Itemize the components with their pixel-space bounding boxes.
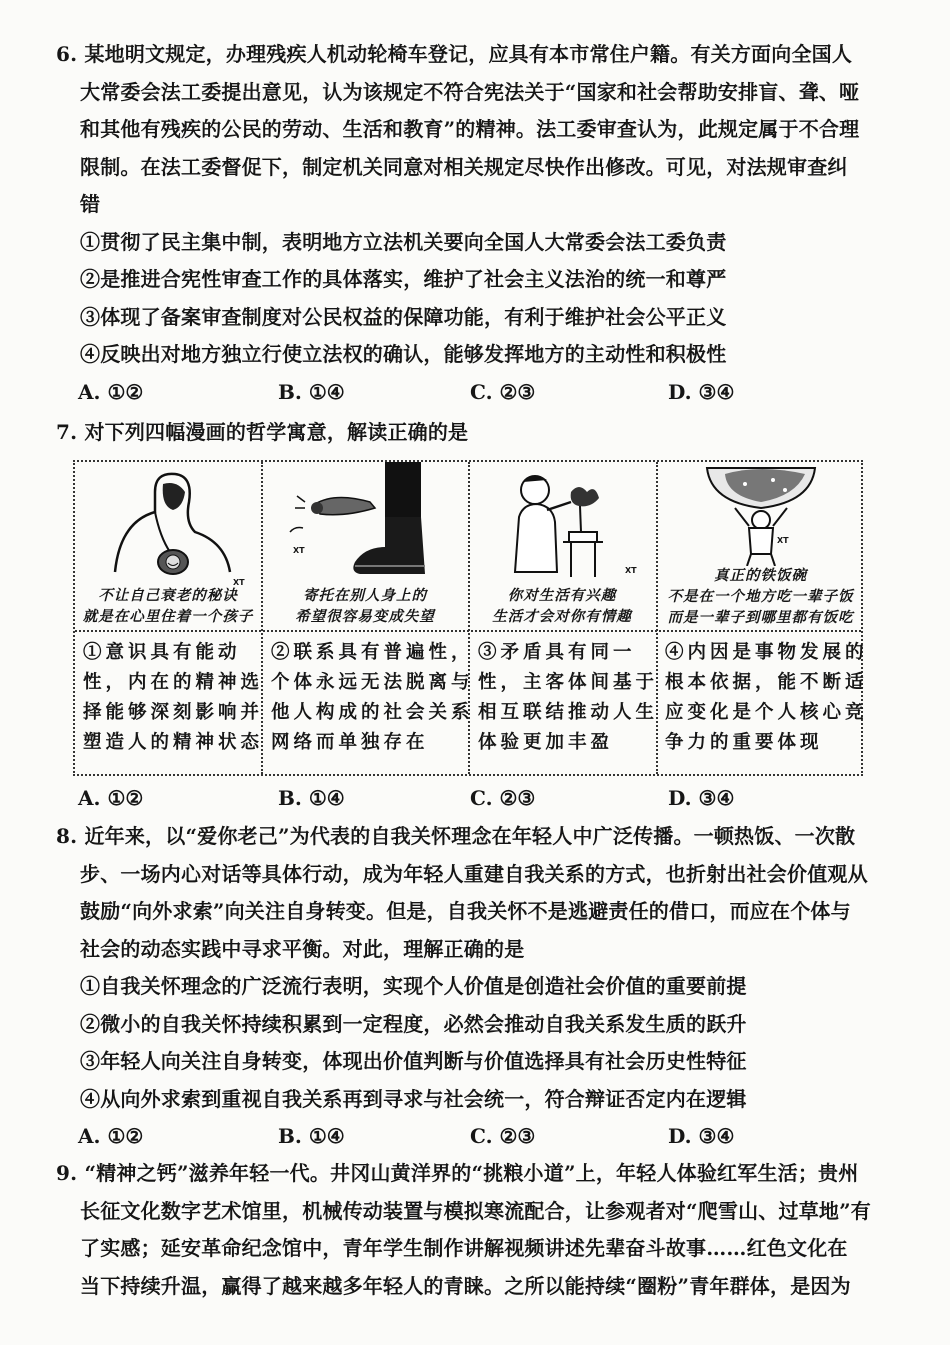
comic-4-caption: 真正的铁饭碗 不是在一个地方吃一辈子饭 而是一辈子到哪里都有饭吃 (667, 568, 854, 626)
q8-stem-line: 步、一场内心对话等具体行动，成为年轻人重建自我关系的方式，也折射出社会价值观从 (80, 861, 868, 886)
q7-option-c[interactable]: C. ②③ (470, 786, 536, 810)
q8-stem-line: 8. 近年来，以“爱你老己”为代表的自我关怀理念在年轻人中广泛传播。一顿热饭、一次散 (56, 824, 856, 848)
q8-options (56, 1118, 876, 1155)
q8-option-a[interactable]: A. ①② (78, 1124, 144, 1148)
q6-option-d[interactable]: D. ③④ (668, 379, 735, 404)
comic-3-signature: XT (625, 566, 637, 575)
q8-option-c[interactable]: C. ②③ (470, 1124, 536, 1148)
q6-stem-line: 限制。在法工委督促下，制定机关同意对相关规定尽快作出修改。可见，对法规审查纠 (80, 154, 848, 179)
comic-3-caption: 你对生活有兴趣 生活才会对你有情趣 (492, 588, 632, 625)
q9-stem-line: 了实感；延安革命纪念馆中，青年学生制作讲解视频讲述先辈奋斗故事……红色文化在 (80, 1236, 848, 1260)
comic-4-illustration (665, 462, 855, 566)
comic-3-desc: ③矛盾具有同一 性，主客体间基于 相互联结推动人生 体验更加丰盈 (478, 642, 659, 753)
q6-item-4: ④反映出对地方独立行使立法权的确认，能够发挥地方的主动性和积极性 (80, 342, 727, 366)
boot-kicking-person-icon (275, 462, 455, 592)
comic-grid (73, 460, 868, 776)
q9-stem-line: 9. “精神之钙”滋养年轻一代。井冈山黄洋界的“挑粮小道”上，年轻人体验红军生活；贵州 (56, 1161, 859, 1185)
q9-stem-line: 当下持续升温，赢得了越来越多年轻人的青睐。之所以能持续“圈粉”青年群体，是因为 (80, 1273, 851, 1298)
question-9 (56, 1155, 876, 1305)
q8-item-4: ④从向外求索到重视自我关系再到寻求与社会统一，符合辩证否定内在逻辑 (80, 1086, 747, 1111)
q7-option-b[interactable]: B. ①④ (278, 786, 345, 810)
q8-option-b[interactable]: B. ①④ (278, 1124, 345, 1148)
comic-1-desc: ①意识具有能动 性，内在的精神选 择能够深刻影响并 塑造人的精神状态 (83, 642, 264, 753)
old-man-with-child-heart-icon (85, 462, 255, 592)
q6-stem-line: 6. 某地明文规定，办理残疾人机动轮椅车登记，应具有本市常住户籍。有关方面向全国人 (56, 42, 853, 66)
q6-option-b[interactable]: B. ①④ (278, 379, 345, 404)
q8-item-3: ③年轻人向关注自身转变，体现出价值判断与价值选择具有社会历史性特征 (80, 1049, 747, 1073)
q6-option-c[interactable]: C. ②③ (470, 379, 536, 404)
q8-stem-line: 鼓励“向外求索”向关注自身转变。但是，自我关怀不是逃避责任的借口，而应在个体与 (80, 899, 851, 923)
question-8 (56, 818, 876, 1155)
q6-stem-line: 大常委会法工委提出意见，认为该规定不符合宪法关于“国家和社会帮助安排盲、聋、哑 (80, 79, 860, 104)
q8-stem-line: 社会的动态实践中寻求平衡。对此，理解正确的是 (80, 936, 525, 961)
q7-options-wrap (56, 780, 876, 817)
q6-options (56, 374, 876, 411)
q6-stem-line: 和其他有残疾的公民的劳动、生活和教育”的精神。法工委审查认为，此规定属于不合理 (80, 117, 860, 141)
comic-1-caption: 不让自己衰老的秘诀 就是在心里住着一个孩子 (82, 588, 254, 625)
question-6 (56, 36, 876, 411)
q6-stem-line: 错 (80, 192, 101, 216)
man-holding-rice-bowl-icon (665, 462, 855, 566)
q8-option-d[interactable]: D. ③④ (668, 1124, 735, 1148)
comic-2-illustration (275, 462, 455, 592)
q6-option-a[interactable]: A. ①② (78, 379, 144, 404)
comic-4-desc: ④内因是事物发展的 根本依据，能不断适 应变化是个人核心竞 争力的重要体现 (665, 642, 868, 753)
comic-2-signature: XT (293, 546, 305, 555)
comic-2-desc: ②联系具有普遍性， 个体永远无法脱离与 他人构成的社会关系 网络而单独存在 (271, 642, 474, 753)
q7-stem: 7. 对下列四幅漫画的哲学寓意，解读正确的是 (56, 420, 469, 444)
comic-4-signature: XT (777, 536, 789, 545)
q7-option-a[interactable]: A. ①② (78, 786, 144, 810)
comic-1-illustration (85, 462, 255, 592)
q8-item-1: ①自我关怀理念的广泛流行表明，实现个人价值是创造社会价值的重要前提 (80, 974, 747, 998)
q6-item-1: ①贯彻了民主集中制，表明地方立法机关要向全国人大常委会法工委负责 (80, 229, 727, 254)
q6-item-2: ②是推进合宪性审查工作的具体落实，维护了社会主义法治的统一和尊严 (80, 267, 727, 291)
q7-options (56, 780, 876, 817)
question-7 (56, 414, 876, 452)
comic-1-signature: XT (233, 578, 245, 587)
q8-item-2: ②微小的自我关怀持续积累到一定程度，必然会推动自我关系发生质的跃升 (80, 1011, 747, 1036)
comic-2-caption: 寄托在别人身上的 希望很容易变成失望 (295, 588, 435, 625)
q9-stem-line: 长征文化数字艺术馆里，机械传动装置与模拟寒流配合，让参观者对“爬雪山、过草地”有 (80, 1198, 872, 1223)
q7-option-d[interactable]: D. ③④ (668, 786, 735, 810)
q6-item-3: ③体现了备案审查制度对公民权益的保障功能，有利于维护社会公平正义 (80, 304, 727, 329)
